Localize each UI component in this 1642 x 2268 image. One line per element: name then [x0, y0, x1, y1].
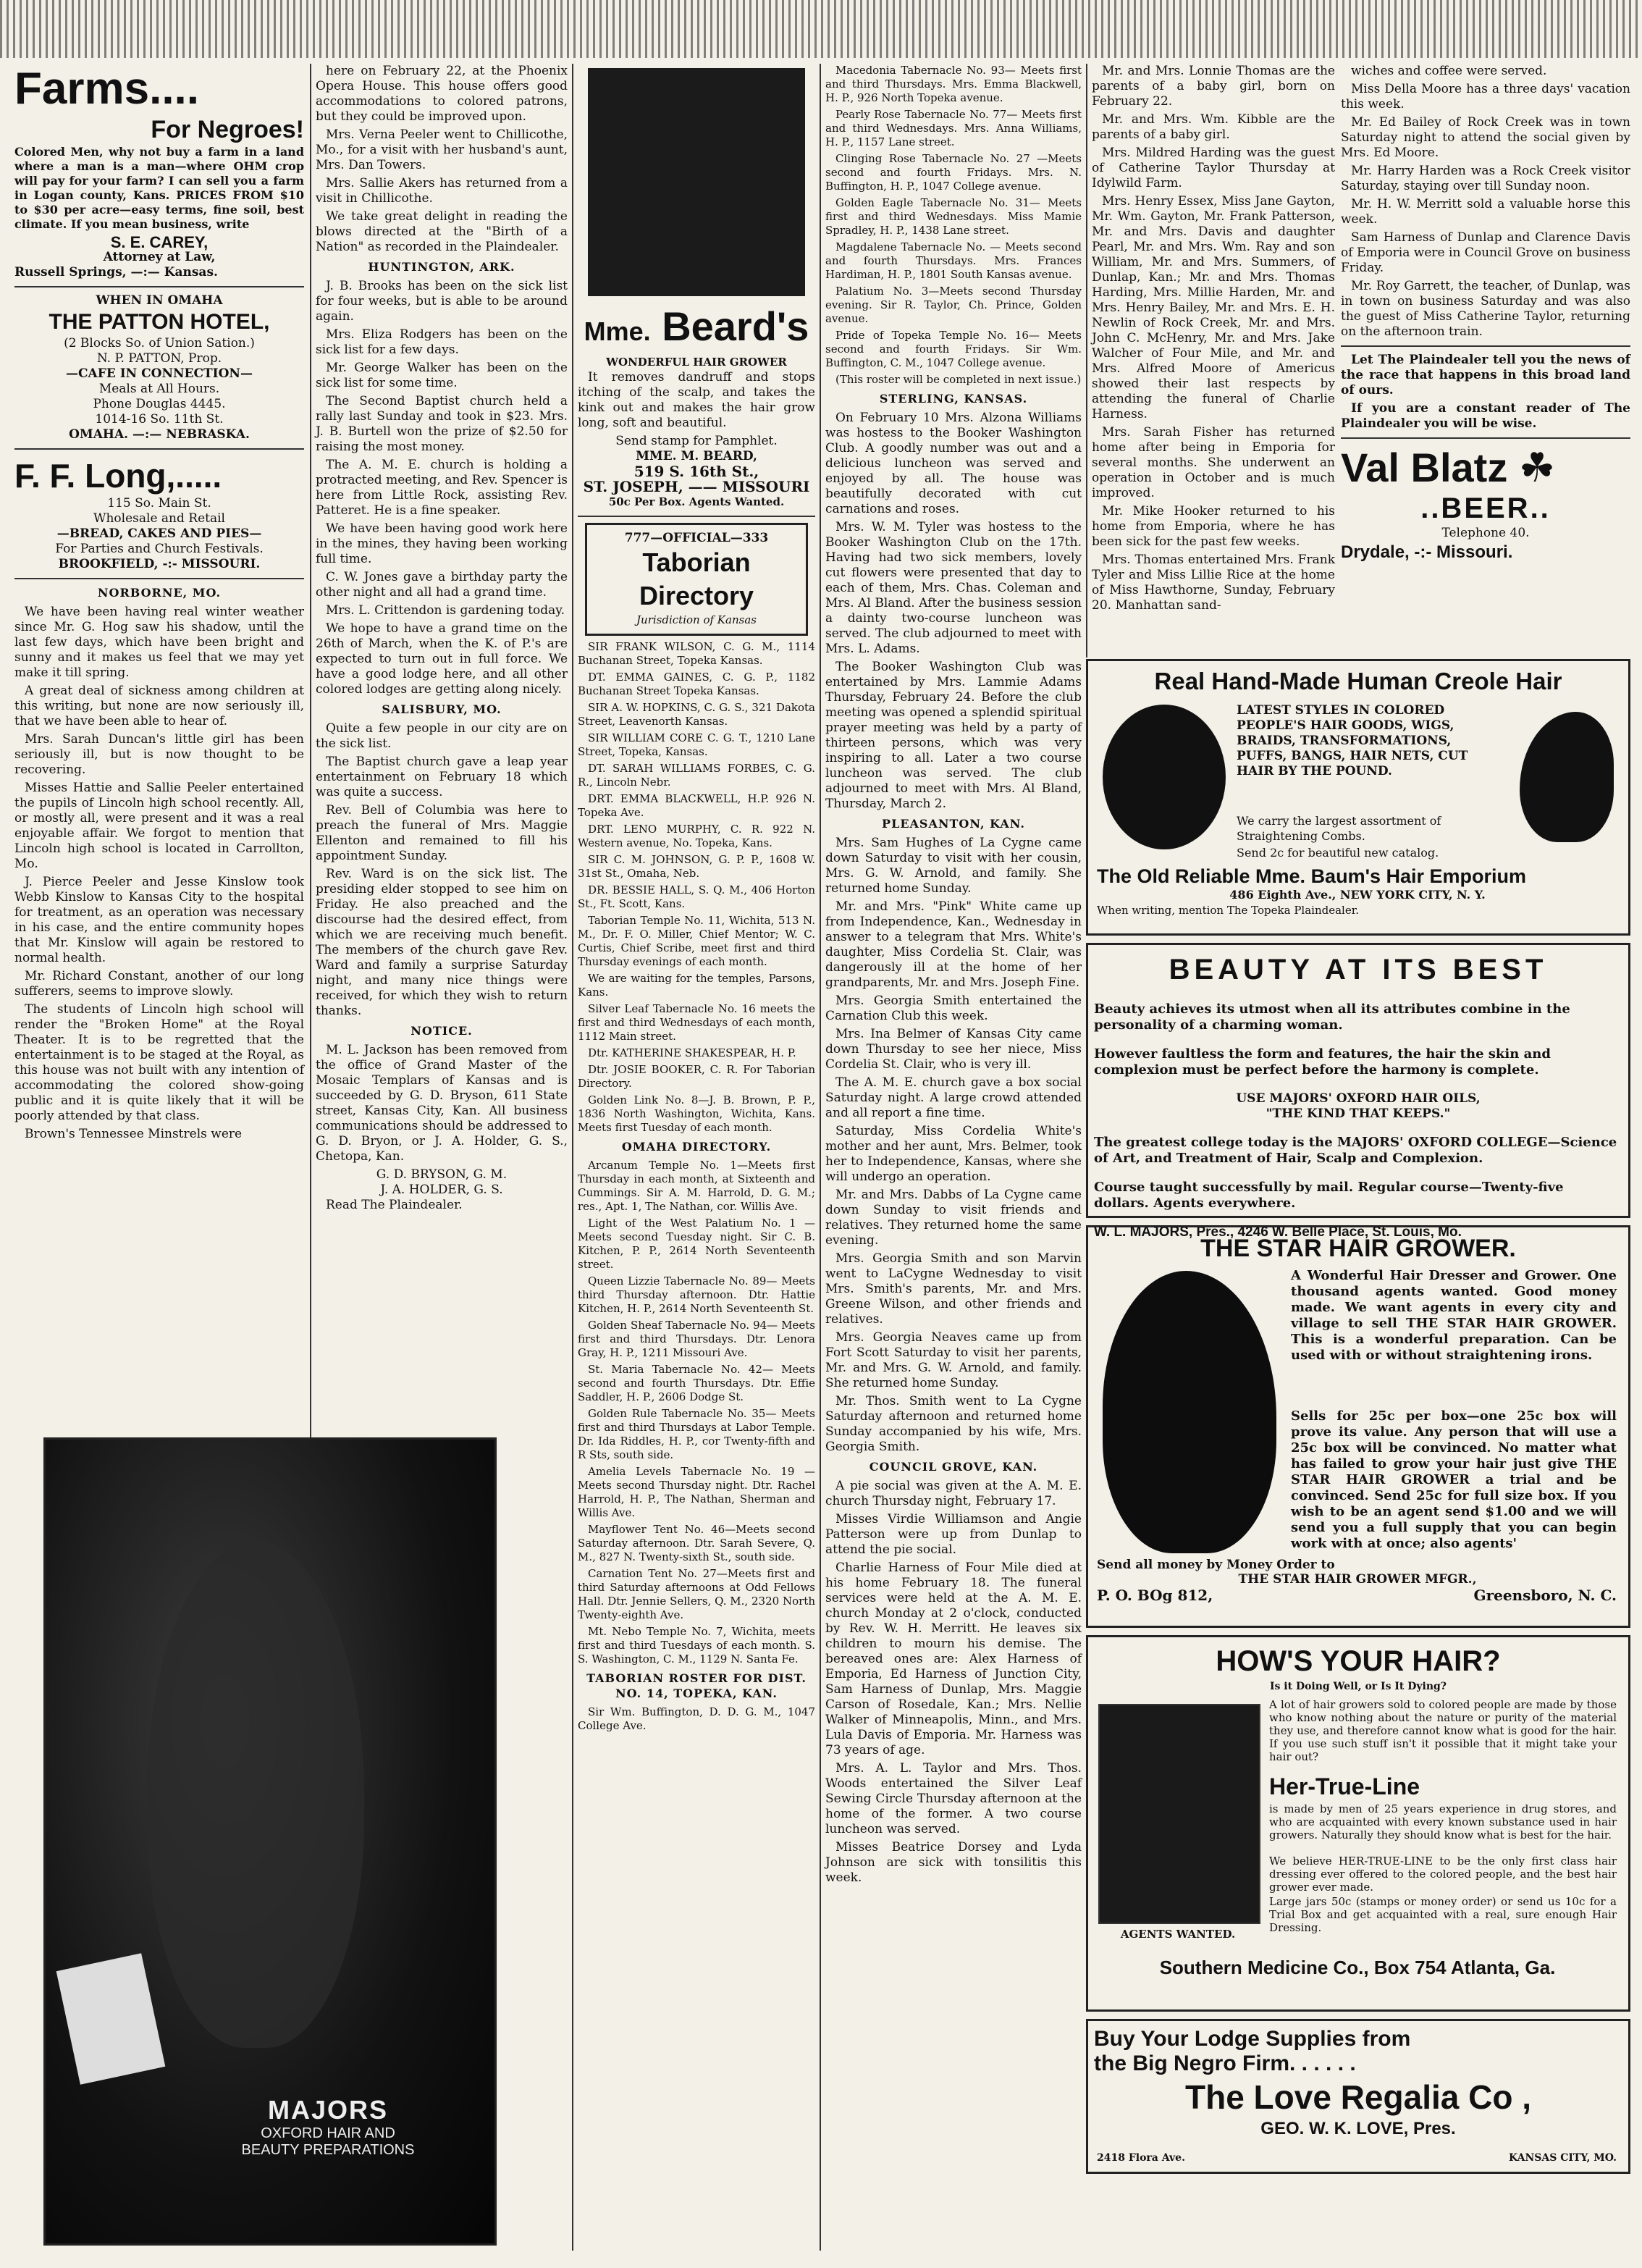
regalia-line: the Big Negro Firm. . . . . .: [1094, 2051, 1356, 2075]
section-heading: NOTICE.: [410, 1024, 473, 1038]
article-paragraph: C. W. Jones gave a birthday party the other night and all had a grand time.: [316, 570, 568, 600]
clover-icon: ☘: [1518, 445, 1556, 490]
beard-price: 50c Per Box. Agents Wanted.: [608, 495, 785, 508]
article-paragraph: We hope to have a grand time on the 26th of March, when the K. of P.'s are expected to turn out in full force. We have a good lodge here, and all other colored lodges are getting along nicely.: [316, 621, 568, 697]
article-paragraph: Brown's Tennessee Minstrels were: [25, 1127, 243, 1141]
article-paragraph: The students of Lincoln high school will render the "Broken Home" at the Royal Theater. It is to be regretted that the entertainment is to be staged at the Royal, as this house was not built with any intention of accommodating the colored show-going public and it is quite likely that it will be poorly attended by that class.: [14, 1002, 304, 1123]
long-line: For Parties and Church Festivals.: [55, 542, 264, 556]
hows-paragraph: is made by men of 25 years experience in drug stores, and who are acquainted with every known substance used in hair growers. Naturally they should know what is best for the hair.: [1269, 1802, 1617, 1841]
long-line: —BREAD, CAKES AND PIES—: [56, 526, 262, 541]
section-heading: HUNTINGTON, ARK.: [368, 260, 515, 274]
beard-address: 519 S. 16th St.,: [633, 463, 759, 480]
section-heading: PLEASANTON, KAN.: [882, 817, 1025, 831]
star-hair-ad: [1086, 1225, 1630, 1628]
blatz-beer: ..BEER..: [1420, 492, 1551, 524]
beauty-ad: [1086, 943, 1630, 1240]
article-paragraph: The A. M. E. church is holding a protracted meeting, and Rev. Spencer is here from Little Rock, assisting Rev. Patteret. He is a fine speaker.: [316, 458, 568, 518]
regalia-title: The Love Regalia Co ,: [1185, 2078, 1531, 2116]
column-3: [578, 64, 815, 2258]
beauty-paragraph: However faultless the form and features, the hair the skin and complexion must be perfect before the harmony is complete.: [1094, 1046, 1551, 1078]
beard-ad: [578, 303, 815, 510]
divider: [14, 578, 304, 579]
regalia-pres: GEO. W. K. LOVE, Pres.: [1260, 2119, 1456, 2138]
directory-entry: We are waiting for the temples, Parsons, Kans.: [578, 972, 815, 999]
long-title: F. F. Long,.....: [14, 457, 222, 495]
star-po: P. O. BOg 812,: [1097, 1587, 1213, 1604]
article-paragraph: Mrs. Ina Belmer of Kansas City came down Thursday to see her niece, Miss Cordelia St. Clair, who is very ill.: [825, 1027, 1082, 1072]
article-paragraph: Sam Harness of Dunlap and Clarence Davis of Emporia were in Council Grove on business Friday.: [1341, 230, 1630, 275]
star-body-2: Sells for 25c per box—one 25c box will prove its value. Any person that will use a 25c box will be convinced. No matter what has failed to grow your hair just give THE STAR HAIR GROWER a trial and be convinced. Send 25c for full size box. If you wish to be an agent send $1.00 and we will send you a full supply that you can begin work with at once; also agents': [1291, 1408, 1617, 1551]
directory-entry: Macedonia Tabernacle No. 93— Meets first and third Thursdays. Mrs. Emma Blackwell, H. P., 926 North Topeka avenue.: [825, 64, 1082, 104]
article-paragraph: Mr. and Mrs. Wm. Kibble are the parents of a baby girl.: [1092, 112, 1335, 142]
beauty-signature: W. L. MAJORS, Pres., 4246 W. Belle Place, St. Louis, Mo.: [1094, 1225, 1462, 1240]
beard-portrait-photo: [588, 68, 805, 296]
majors-line: BEAUTY PREPARATIONS: [241, 2142, 415, 2158]
article-paragraph: Mr. and Mrs. Lonnie Thomas are the parents of a baby girl, born on February 22.: [1092, 64, 1335, 109]
directory-entry: SIR C. M. JOHNSON, G. P. P., 1608 W. 31st St., Omaha, Neb.: [578, 853, 815, 880]
patton-ad: [14, 293, 304, 442]
article-paragraph: On February 10 Mrs. Alzona Williams was hostess to the Booker Washington Club. A goodly number was out and a delicious luncheon was served and enjoyed by all. The house was beautifully decorated with cut carnations and roses.: [825, 411, 1082, 516]
patton-line: N. P. PATTON, Prop.: [96, 351, 222, 366]
divider: [578, 516, 815, 517]
notice-signature: J. A. HOLDER, G. S.: [380, 1183, 503, 1197]
wig-photo: [1103, 705, 1226, 849]
directory-entry: Taborian Temple No. 11, Wichita, 513 N. M., Dr. F. O. Miller, Chief Mentor; W. C. Curtis, Chief Scribe, meet first and third Thursday evenings of each month.: [578, 914, 815, 968]
article-paragraph: Mrs. Mildred Harding was the guest of Catherine Taylor Thursday at Idylwild Farm.: [1092, 146, 1335, 190]
directory-entry: Queen Lizzie Tabernacle No. 89— Meets third Thursday afternoon. Dtr. Hattie Kitchen, H. P., 2614 North Seventeenth St.: [578, 1274, 815, 1315]
directory-entry: Arcanum Temple No. 1—Meets first Thursday in each month, at Sixteenth and Cummings. Sir A. M. Harrold, D. G. M.; res., Apt. 1, The Nathan, cor. Willis Ave.: [578, 1159, 815, 1213]
patton-lead: WHEN IN OMAHA: [96, 293, 223, 308]
farms-name: S. E. CAREY,: [110, 233, 209, 251]
directory-entry: Magdalene Tabernacle No. — Meets second and fourth Thursdays. Mrs. Frances Hardiman, H. P., 1801 South Kansas avenue.: [825, 240, 1082, 281]
column-5: [1092, 64, 1335, 658]
long-line: BROOKFIELD, -:- MISSOURI.: [58, 557, 261, 571]
directory-entry: DT. EMMA GAINES, C. G. P., 1182 Buchanan Street Topeka Kansas.: [578, 671, 815, 697]
majors-photo-ad: [43, 1437, 497, 2246]
article-paragraph: Mr. Thos. Smith went to La Cygne Saturday afternoon and returned home Sunday accompanied by his wife, Mrs. Georgia Smith.: [825, 1394, 1082, 1454]
farms-role: Attorney at Law,: [103, 250, 216, 264]
beauty-paragraph: Course taught successfully by mail. Regular course—Twenty-five dollars. Agents everywhere.: [1094, 1180, 1564, 1211]
directory-entry: DT. SARAH WILLIAMS FORBES, C. G. R., Lincoln Nebr.: [578, 762, 815, 789]
hows-agents: AGENTS WANTED.: [1120, 1928, 1236, 1941]
divider: [14, 286, 304, 287]
divider: [1341, 437, 1630, 439]
beard-title-prefix: Mme.: [584, 316, 651, 346]
article-paragraph: Quite a few people in our city are on the sick list.: [316, 721, 568, 751]
article-paragraph: The Booker Washington Club was entertained by Mrs. Lammie Adams Thursday, February 24. Before the club meeting was opened a splendid spiritual prayer meeting was held by a party of thirteen persons, which was very inspiring to all. Later a two course luncheon was served. The club adjourned to meet with Mrs. Al Bland, Thursday, March 2.: [825, 660, 1082, 811]
article-paragraph: Mr. Roy Garrett, the teacher, of Dunlap, was in town on business Saturday and was also the guest of Miss Catherine Taylor, returning on the afternoon train.: [1341, 279, 1630, 339]
patton-line: Phone Douglas 4445.: [93, 397, 226, 411]
right-ad-stack: [1086, 659, 1630, 2181]
column-4: [825, 64, 1082, 2258]
directory-entry: Golden Link No. 8—J. B. Brown, P. P., 1836 North Washington, Wichita, Kans. Meets first Tuesday of each month.: [578, 1093, 815, 1134]
regalia-addr: 2418 Flora Ave.: [1097, 2152, 1185, 2164]
article-paragraph: Rev. Bell of Columbia was here to preach the funeral of Mrs. Maggie Ellenton and remained to fill his appointment Sunday.: [316, 803, 568, 863]
farms-ad: [14, 64, 304, 280]
article-paragraph: Misses Virdie Williamson and Angie Patterson were up from Dunlap to attend the pie social.: [825, 1512, 1082, 1557]
article-paragraph: Mrs. Georgia Smith entertained the Carnation Club this week.: [825, 994, 1082, 1023]
beauty-title: BEAUTY AT ITS BEST: [1169, 954, 1548, 986]
beauty-paragraph: The greatest college today is the MAJORS' OXFORD COLLEGE—Science of Art, and Treatment of Hair, Scalp and Complexion.: [1094, 1135, 1617, 1166]
column-rule: [1086, 64, 1087, 658]
directory-entry: Mt. Nebo Temple No. 7, Wichita, meets first and third Tuesdays of each month. S. S. Washington, C. M., 1129 N. Santa Fe.: [578, 1625, 815, 1666]
divider: [14, 448, 304, 450]
directory-entry: DR. BESSIE HALL, S. Q. M., 406 Horton St., Ft. Scott, Kans.: [578, 883, 815, 910]
regalia-line: Buy Your Lodge Supplies from: [1094, 2027, 1411, 2051]
article-paragraph: We take great delight in reading the blows directed at the "Birth of a Nation" as recorded in the Plaindealer.: [316, 209, 568, 254]
woman-portrait-photo: [1098, 1704, 1260, 1924]
article-paragraph: If you are a constant reader of The Plaindealer you will be wise.: [1341, 401, 1630, 431]
star-title: THE STAR HAIR GROWER.: [1200, 1235, 1516, 1262]
article-paragraph: A pie social was given at the A. M. E. church Thursday night, February 17.: [825, 1479, 1082, 1508]
creole-address: 486 Eighth Ave., NEW YORK CITY, N. Y.: [1229, 888, 1486, 902]
love-regalia-ad: [1086, 2019, 1630, 2174]
beauty-use: USE MAJORS' OXFORD HAIR OILS,: [1236, 1091, 1481, 1106]
directory-entry: Silver Leaf Tabernacle No. 16 meets the first and third Wednesdays of each month, 1112 Main street.: [578, 1002, 815, 1043]
product-box-illustration: [56, 1953, 166, 2084]
directory-entry: Amelia Levels Tabernacle No. 19 —Meets second Thursday night. Dtr. Rachel Harrold, H. P., The Nathan, Sherman and Willis Ave.: [578, 1465, 815, 1519]
section-heading: TABORIAN ROSTER FOR DIST. NO. 14, TOPEKA, KAN.: [586, 1671, 807, 1700]
column-6: [1341, 64, 1630, 658]
notice-signature: G. D. BRYSON, G. M.: [376, 1167, 508, 1182]
directory-entry: Mayflower Tent No. 46—Meets second Saturday afternoon. Dtr. Sarah Severe, Q. M., 827 N. Twenty-sixth St., south side.: [578, 1523, 815, 1563]
majors-brand: MAJORS: [267, 2095, 389, 2125]
article-paragraph: The A. M. E. church gave a box social Saturday night. A large crowd attended and all report a fine time.: [825, 1075, 1082, 1120]
article-paragraph: Mrs. Sarah Fisher has returned home after being in Emporia for several months. She underwent an operation in October and is much improved.: [1092, 425, 1335, 500]
directory-entry: SIR WILLIAM CORE C. G. T., 1210 Lane Street, Topeka, Kansas.: [578, 731, 815, 758]
farms-body: Colored Men, why not buy a farm in a land where a man is a man—where OHM crop will pay for your farm? I can sell you a farm in Logan county, Kans. PRICES FROM $10 to $30 per acre—easy terms, fine soil, best climate. If you mean business, write: [14, 145, 304, 231]
article-paragraph: Mrs. Georgia Neaves came up from Fort Scott Saturday to visit her parents, Mr. and Mrs. G. W. Arnold, and family. She returned home Sunday.: [825, 1330, 1082, 1390]
directory-entry: SIR A. W. HOPKINS, C. G. S., 321 Dakota Street, Leavenorth Kansas.: [578, 701, 815, 728]
section-heading: OMAHA DIRECTORY.: [621, 1140, 772, 1154]
torn-top-edge: [0, 0, 1642, 58]
directory-entry: Pearly Rose Tabernacle No. 77— Meets first and third Wednesdays. Mrs. Anna Williams, H. P., 1157 Lane street.: [825, 108, 1082, 148]
hows-paragraph: We believe HER-TRUE-LINE to be the only first class hair dressing ever offered to the colored people, and the best hair grower ever made.: [1269, 1855, 1617, 1894]
article-paragraph: Read The Plaindealer.: [326, 1198, 463, 1212]
directory-entry: DRT. LENO MURPHY, C. R. 922 N. Western avenue, No. Topeka, Kans.: [578, 823, 815, 849]
article-paragraph: The Second Baptist church held a rally last Sunday and took in $23. Mrs. J. B. Burtell won the prize of $2.50 for raising the most money.: [316, 394, 568, 454]
article-paragraph: Mrs. Sallie Akers has returned from a visit in Chillicothe.: [316, 176, 568, 206]
directory-entry: Dtr. JOSIE BOOKER, C. R. For Taborian Directory.: [578, 1063, 815, 1090]
long-line: Wholesale and Retail: [93, 511, 225, 526]
article-paragraph: Mrs. Thomas entertained Mrs. Frank Tyler and Miss Lillie Rice at the home of Miss Hawthorne, Sunday, February 20. Manhattan sand-: [1092, 553, 1335, 613]
article-paragraph: Mrs. Eliza Rodgers has been on the sick list for a few days.: [316, 327, 568, 357]
section-heading: COUNCIL GROVE, KAN.: [869, 1460, 1038, 1474]
column-2: [316, 64, 568, 1425]
taborian-jurisdiction: Jurisdiction of Kansas: [636, 613, 757, 626]
section-heading: NORBORNE, MO.: [97, 586, 222, 600]
creole-carry: We carry the largest assortment of Straightening Combs.: [1237, 814, 1441, 843]
article-paragraph: The Baptist church gave a leap year entertainment on February 18 which was quite a success.: [316, 755, 568, 799]
patton-line: OMAHA. —:— NEBRASKA.: [69, 427, 250, 442]
creole-title: Real Hand-Made Human Creole Hair: [1154, 668, 1562, 694]
article-paragraph: Mr. George Walker has been on the sick list for some time.: [316, 361, 568, 390]
directory-entry: Light of the West Palatium No. 1 —Meets second Tuesday night. Sir C. B. Kitchen, P. P., 2614 North Seventeenth street.: [578, 1217, 815, 1271]
hows-brand: Her-True-Line: [1269, 1773, 1420, 1799]
article-paragraph: Mr. Richard Constant, another of our long sufferers, seems to improve slowly.: [14, 969, 304, 999]
patton-line: —CAFE IN CONNECTION—: [66, 366, 253, 381]
taborian-header: [585, 523, 808, 636]
directory-entry: Clinging Rose Tabernacle No. 27 —Meets second and fourth Fridays. Mrs. N. Buffington, H. P., 1047 College avenue.: [825, 152, 1082, 193]
article-paragraph: Mrs. Georgia Smith and son Marvin went to LaCygne Wednesday to visit Mrs. Smith's parents, Mr. and Mrs. Greene Wilson, and other friends and relatives.: [825, 1251, 1082, 1327]
hows-your-hair-ad: [1086, 1635, 1630, 2012]
beard-body: It removes dandruff and stops itching of the scalp, and takes the kink out and makes the hair grow long, soft and beautiful.: [578, 370, 815, 430]
patton-line: 1014-16 So. 11th St.: [95, 412, 224, 427]
majors-line: OXFORD HAIR AND: [261, 2125, 395, 2141]
article-paragraph: J. Pierce Peeler and Jesse Kinslow took Webb Kinslow to Kansas City to the hospital for treatment, as an operation was necessary in his case, and the entire community hopes that Mr. Kinslow will again be restored to normal health.: [14, 875, 304, 965]
woman-figure-illustration: [147, 1541, 364, 2048]
article-paragraph: Mrs. A. L. Taylor and Mrs. Thos. Woods entertained the Silver Leaf Sewing Circle Thursday afternoon at the home of the former. A two course luncheon was served.: [825, 1761, 1082, 1836]
patton-title: THE PATTON HOTEL,: [49, 310, 270, 334]
article-paragraph: Misses Hattie and Sallie Peeler entertained the pupils of Lincoln high school recently. All, or mostly all, were present and it was a real enjoyable affair. We forgot to mention that Lincoln high school is located in Carrollton, Mo.: [14, 781, 304, 871]
blatz-ad: [1341, 445, 1630, 564]
hows-paragraph: A lot of hair growers sold to colored people are made by those who know nothing about the nature or purity of the material they use, and therefore cannot know what is good for the hair. If you use such stuff isn't it possible that it might take your hair out?: [1269, 1698, 1617, 1763]
hows-title: HOW'S YOUR HAIR?: [1216, 1645, 1501, 1677]
patton-line: (2 Blocks So. of Union Sation.): [64, 336, 255, 350]
directory-entry: DRT. EMMA BLACKWELL, H.P. 926 N. Topeka Ave.: [578, 792, 815, 819]
directory-entry: Carnation Tent No. 27—Meets first and third Saturday afternoons at Odd Fellows Hall. Dtr. Jennie Sellers, Q. M., 2320 North Twenty-eighth Ave.: [578, 1567, 815, 1621]
directory-entry: St. Maria Tabernacle No. 42— Meets second and fourth Thursdays. Dtr. Effie Saddler, H. P., 2606 Dodge St.: [578, 1363, 815, 1403]
article-paragraph: Mrs. Henry Essex, Miss Jane Gayton, Mr. Wm. Gayton, Mr. Frank Patterson, Mr. and Mrs. Davis and daughter Pearl, Mr. and Mrs. Wm. Ray and son William, Mr. and Mrs. Summers, of Dunlap, Kan.; Mr. and Mrs. Thomas Harding, Mrs. Millie Harden, Mr. and Mrs. Henry Bailey, Mr. and Mrs. E. H. Newlin of Rock Creek, Mr. and Mrs. John C. McHenry, Mr. and Mrs. Jake Walcher of Four Mile, and Mr. and Mrs. Alfred Moore of Americus showed their last respects by attending the funeral of Charlie Harness.: [1092, 194, 1335, 421]
beard-send: Send stamp for Pamphlet.: [615, 434, 778, 448]
article-paragraph: Mr. Harry Harden was a Rock Creek visitor Saturday, staying over till Sunday noon.: [1341, 164, 1630, 193]
article-paragraph: M. L. Jackson has been removed from the office of Grand Master of the Mosaic Templars of Kansas and is succeeded by G. D. Bryson, 611 State street, Kansas City, Kan. All business communications should be addressed to G. D. Bryon, or J. A. Holder, G. S., Chetopa, Kan.: [316, 1043, 568, 1164]
blatz-title: Val Blatz: [1341, 445, 1508, 490]
creole-mention: When writing, mention The Topeka Plaindealer.: [1097, 904, 1359, 917]
taborian-title: Taborian Directory: [639, 547, 754, 610]
article-paragraph: Let The Plaindealer tell you the news of the race that happens in this broad land of ours.: [1341, 353, 1630, 398]
article-paragraph: Mrs. L. Crittendon is gardening today.: [326, 603, 565, 618]
patton-line: Meals at All Hours.: [98, 382, 220, 396]
article-paragraph: Mr. and Mrs. "Pink" White came up from Independence, Kan., Wednesday in answer to a telegram that Mrs. White's daughter, Miss Cordelia St. Clair, was dangerously ill at the home of her grandparents, Mr. and Mrs. Joseph Fine.: [825, 899, 1082, 990]
article-paragraph: Mrs. W. M. Tyler was hostess to the Booker Washington Club on the 17th. Having had two sick members, lovely cut flowers were presented that day to each of them, Mrs. Chas. Coleman and Mrs. Al Bland. After the business session a dainty two-course luncheon was served. The club adjourned to meet with Mrs. L. Adams.: [825, 520, 1082, 656]
beauty-kind: "THE KIND THAT KEEPS.": [1266, 1106, 1451, 1121]
column-1: [14, 64, 304, 1425]
creole-send: Send 2c for beautiful new catalog.: [1237, 846, 1439, 860]
directory-entry: Golden Eagle Tabernacle No. 31— Meets first and third Wednesdays. Miss Mamie Spradley, H. P., 1438 Lane street.: [825, 196, 1082, 237]
taborian-top: 777—OFFICIAL—333: [624, 531, 769, 545]
article-paragraph: Miss Della Moore has a three days' vacation this week.: [1341, 82, 1630, 112]
article-paragraph: Mrs. Sam Hughes of La Cygne came down Saturday to visit with her cousin, Mrs. G. W. Arnold, and family. She returned home Sunday.: [825, 836, 1082, 896]
creole-hair-ad: [1086, 659, 1630, 936]
directory-entry: Golden Sheaf Tabernacle No. 94— Meets first and third Thursdays. Dtr. Lenora Gray, H. P., 1211 Missouri Ave.: [578, 1319, 815, 1359]
divider: [1341, 345, 1630, 347]
article-paragraph: A great deal of sickness among children at this writing, but none are now seriously ill, that we have been able to hear of.: [14, 684, 304, 728]
article-paragraph: Rev. Ward is on the sick list. The presiding elder stopped to see him on Friday. He also preached and the discourse had the desired effect, from which we are receiving much benefit. The members of the church gave Rev. Ward and family a surprise Saturday night, and many nice things were received, for which they wish to return thanks.: [316, 867, 568, 1018]
directory-entry: Dtr. KATHERINE SHAKESPEAR, H. P.: [588, 1046, 796, 1059]
article-paragraph: wiches and coffee were served.: [1351, 64, 1547, 78]
article-paragraph: Mr. and Mrs. Dabbs of La Cygne came down Sunday to visit friends and relatives. They returned home the same evening.: [825, 1188, 1082, 1248]
article-paragraph: Mr. Ed Bailey of Rock Creek was in town Saturday night to attend the social given by Mrs. Ed Moore.: [1341, 115, 1630, 160]
blatz-place: Drydale, -:- Missouri.: [1341, 542, 1513, 562]
directory-entry: Pride of Topeka Temple No. 16— Meets second and fourth Fridays. Sir Wm. Buffington, C. M., 1047 College avenue.: [825, 329, 1082, 369]
majors-caption: [190, 2095, 466, 2159]
farms-subtitle: For Negroes!: [151, 116, 304, 143]
directory-entry: SIR FRANK WILSON, C. G. M., 1114 Buchanan Street, Topeka Kansas.: [578, 640, 815, 667]
long-ad: [14, 455, 304, 572]
article-paragraph: Mr. Mike Hooker returned to his home from Emporia, where he has been sick for the past few weeks.: [1092, 504, 1335, 549]
star-send: Send all money by Money Order to: [1097, 1558, 1335, 1572]
star-city: Greensboro, N. C.: [1473, 1587, 1617, 1604]
beard-title: Beard's: [662, 303, 809, 349]
article-paragraph: Charlie Harness of Four Mile died at his home February 18. The funeral services were held at the A. M. E. church Monday at 2 o'clock, conducted by Rev. W. H. Merritt. He leaves six children to mourn his demise. The bereaved ones are: Alex Harness of Emporia, Ed Harness of Junction City, Sam Harness of Dunlap, Mrs. Maggie Carson of Rosedale, Kan.; Mrs. Nellie Walker of Minneapolis, Minn., and Mrs. Lula Davis of Emporia. Mr. Harness was 73 years of age.: [825, 1561, 1082, 1757]
regalia-city: KANSAS CITY, MO.: [1508, 2152, 1617, 2164]
star-company: THE STAR HAIR GROWER MFGR.,: [1238, 1572, 1477, 1587]
directory-entry: Sir Wm. Buffington, D. D. G. M., 1047 College Ave.: [578, 1705, 815, 1732]
hows-company: Southern Medicine Co., Box 754 Atlanta, Ga.: [1159, 1957, 1556, 1978]
beard-city: ST. JOSEPH, —— MISSOURI: [583, 478, 810, 495]
blatz-phone: Telephone 40.: [1441, 526, 1530, 540]
column-rule: [820, 64, 821, 2251]
directory-entry: Golden Rule Tabernacle No. 35— Meets first and third Thursdays at Labor Temple. Dr. Ida Riddles, H. P., cor Twenty-fifth and R Sts, south side.: [578, 1407, 815, 1461]
article-paragraph: We have been having real winter weather since Mr. G. Hog saw his shadow, until the last few days, which have been bright and sunny and it makes us feel that we may yet make it till spring.: [14, 605, 304, 680]
directory-entry: (This roster will be completed in next issue.): [835, 373, 1082, 386]
beard-name: MME. M. BEARD,: [636, 449, 757, 463]
article-paragraph: Mrs. Verna Peeler went to Chillicothe, Mo., for a visit with her husband's aunt, Mrs. Dan Towers.: [316, 127, 568, 172]
directory-entry: Palatium No. 3—Meets second Thursday evening. Sir R. Taylor, Ch. Prince, Golden avenue.: [825, 285, 1082, 325]
article-paragraph: here on February 22, at the Phoenix Opera House. This house offers good accommodations to colored patrons, but they could be improved upon.: [316, 64, 568, 124]
creole-body: LATEST STYLES IN COLORED PEOPLE'S HAIR GOODS, WIGS, BRAIDS, TRANSFORMATIONS, PUFFS, BANGS, HAIR NETS, CUT HAIR BY THE POUND.: [1237, 703, 1468, 778]
farms-place: Russell Springs, —:— Kansas.: [14, 265, 218, 280]
article-paragraph: J. B. Brooks has been on the sick list for four weeks, but is able to be around again.: [316, 279, 568, 324]
hows-paragraph: Large jars 50c (stamps or money order) or send us 10c for a Trial Box and get acquainted with a real, sure enough Hair Dressing.: [1269, 1895, 1617, 1934]
profile-silhouette: [1520, 712, 1614, 842]
beard-subtitle: WONDERFUL HAIR GROWER: [606, 356, 787, 369]
star-body: A Wonderful Hair Dresser and Grower. One thousand agents wanted. Good money made. We want agents in every city and village to sell THE STAR HAIR GROWER. This is a wonderful preparation. Can be used with or without straightening irons.: [1291, 1268, 1617, 1363]
farms-title: Farms....: [14, 64, 199, 114]
creole-emporium: The Old Reliable Mme. Baum's Hair Emporium: [1097, 865, 1527, 887]
section-heading: SALISBURY, MO.: [382, 702, 502, 716]
article-paragraph: Saturday, Miss Cordelia White's mother and her aunt, Mrs. Belmer, took her to Independence, Kansas, where she will undergo an operation.: [825, 1124, 1082, 1184]
woman-hair-silhouette: [1103, 1271, 1276, 1553]
section-heading: STERLING, KANSAS.: [879, 392, 1028, 406]
article-paragraph: Mr. H. W. Merritt sold a valuable horse this week.: [1341, 197, 1630, 227]
hows-sub: Is it Doing Well, or Is It Dying?: [1269, 1681, 1447, 1692]
article-paragraph: We have been having good work here in the mines, they having been working full time.: [316, 521, 568, 566]
long-line: 115 So. Main St.: [107, 496, 211, 511]
column-rule: [572, 64, 573, 2251]
article-paragraph: Mrs. Sarah Duncan's little girl has been seriously ill, but is now thought to be recovering.: [14, 732, 304, 777]
article-paragraph: Misses Beatrice Dorsey and Lyda Johnson are sick with tonsilitis this week.: [825, 1840, 1082, 1885]
beauty-paragraph: Beauty achieves its utmost when all its attributes combine in the personality of a charming woman.: [1094, 1001, 1570, 1033]
